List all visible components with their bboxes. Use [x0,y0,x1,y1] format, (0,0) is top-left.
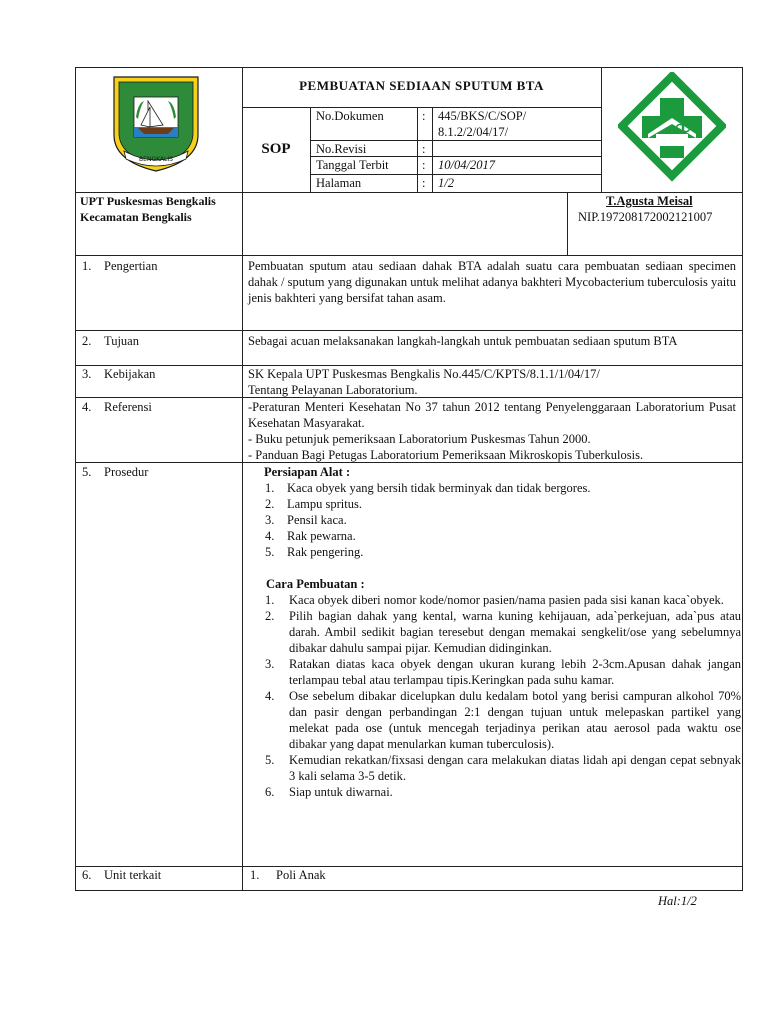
persiapan-alat-heading: Persiapan Alat : [264,465,351,479]
right-logo-divider [601,67,602,193]
label-column-divider [242,67,243,891]
list-item [265,688,741,752]
list-item-number: 2. [265,609,275,623]
section-text-pengertian: Pembuatan sputum atau sediaan dahak BTA adalah suatu cara pembuatan sediaan specimen dahak / sputum yang digunakan untuk melihat adanya bakhteri Mycobacterium tuberculosis yaitu jenis bakhteri yang bersifat tahan asam. [248,259,736,305]
list-item [265,512,741,528]
list-item-text: Siap untuk diwarnai. [289,785,393,799]
list-item-text: Kaca obyek yang bersih tidak berminyak dan tidak bergores. [287,481,591,495]
row-divider-1 [75,255,743,256]
section-number: 6. [82,868,92,882]
meta-value-no-dokumen: 445/BKS/C/SOP/ 8.1.2/2/04/17/ [438,109,527,139]
section-number: 5. [82,465,92,479]
meta-sep: : [422,109,426,123]
list-item-text: Kemudian rekatkan/fixsasi dengan cara melakukan diatas lidah api dengan cepat sebnyak 3 kali selama 3-5 detik. [289,753,741,783]
referensi-item: -Peraturan Menteri Kesehatan No 37 tahun 2012 tentang Penyelenggaraan Laboratorium Pusat Kesehatan Masyarakat. [248,400,736,430]
signer-nip: NIP.197208172002121007 [578,210,713,224]
unit-item-number: 1. [250,868,260,882]
section-label-prosedur: Prosedur [104,465,149,479]
meta-label-tanggal-terbit: Tanggal Terbit [316,158,389,172]
signer-name: T.Agusta Meisal [606,194,693,208]
section-number: 2. [82,334,92,348]
section-number: 3. [82,367,92,381]
list-item-text: Ose sebelum dibakar dicelupkan dulu kedalam botol yang berisi campuran alkohol 70% dan pasir dengan perbandingan 2:1 dengan tujuan untuk melepaskan partikel yang melekat pada ose (untuk mencegah terjadinya perikan atau aerosol pada waktu ose dibakar yang dapat menularkan kuman tuberculosis). [289,689,741,751]
list-item [265,752,741,784]
section-text-kebijakan-2: Tentang Pelayanan Laboratorium. [248,383,418,397]
list-item-text: Pilih bagian dahak yang kental, warna kuning kehijauan, ada`perkejuan, ada`pus atau darah. Ambil sedikit bagian teresebut dengan memakai sengkelit/ose yang sebelumnya dibakar dahulu sampai pijar. Kemudian didinginkan. [289,609,741,655]
meta-sep: : [422,176,426,190]
meta-sep: : [422,158,426,172]
list-item [265,656,741,688]
bengkalis-emblem-icon [108,73,204,175]
table-border-left [75,67,76,891]
section-number: 4. [82,400,92,414]
list-item [265,784,741,800]
list-item-number: 1. [265,593,275,607]
row-divider-2 [75,330,743,331]
list-item-text: Kaca obyek diberi nomor kode/nomor pasien/nama pasien pada sisi kanan kaca`obyek. [289,593,724,607]
page-number: Hal:1/2 [658,894,697,908]
section-number: 1. [82,259,92,273]
list-item-number: 1. [265,481,275,495]
list-item-number: 6. [265,785,275,799]
list-item [265,496,741,512]
section-text-kebijakan-1: SK Kepala UPT Puskesmas Bengkalis No.445/C/KPTS/8.1.1/1/04/17/ [248,367,600,381]
list-item-text: Rak pewarna. [287,529,356,543]
meta-label-no-dokumen: No.Dokumen [316,109,384,123]
emblem-ribbon-text: BENGKALIS [139,156,173,163]
meta-label-no-revisi: No.Revisi [316,142,367,156]
list-item-number: 3. [265,657,275,671]
list-item-text: Lampu spritus. [287,497,362,511]
list-item-number: 5. [265,753,275,767]
list-item-number: 5. [265,545,275,559]
org-name: UPT Puskesmas Bengkalis [80,194,216,208]
section-label-tujuan: Tujuan [104,334,139,348]
section-label-pengertian: Pengertian [104,259,158,273]
list-item-number: 3. [265,513,275,527]
list-item [265,544,741,560]
referensi-item: - Panduan Bagi Petugas Laboratorium Pemeriksaan Mikroskopis Tuberkulosis. [248,448,644,462]
document-title: PEMBUATAN SEDIAAN SPUTUM BTA [299,78,544,93]
list-item-number: 4. [265,529,275,543]
table-border-bottom [75,890,743,891]
cara-pembuatan-heading: Cara Pembuatan : [266,577,365,591]
list-item-text: Ratakan diatas kaca obyek dengan ukuran kurang lebih 2-3cm.Apusan dahak jangan terlampau tebal atau terlampau tipis.Keringkan pada suhu kamar. [289,657,741,687]
meta-sep: : [422,142,426,156]
section-label-kebijakan: Kebijakan [104,367,156,381]
list-item-number: 4. [265,689,275,703]
list-item [265,528,741,544]
meta-value-halaman: 1/2 [438,176,454,190]
unit-item-text: Poli Anak [276,868,326,882]
table-border-right [742,67,743,891]
puskesmas-logo-icon [618,72,726,184]
list-item-text: Rak pengering. [287,545,364,559]
sop-divider [310,107,311,193]
persiapan-alat-list [265,480,741,560]
meta-value-tanggal-terbit: 10/04/2017 [438,158,495,172]
list-item [265,592,741,608]
section-label-referensi: Referensi [104,400,152,414]
section-label-unit-terkait: Unit terkait [104,868,162,882]
meta-label-divider [417,107,418,193]
list-item [265,480,741,496]
referensi-item: - Buku petunjuk pemeriksaan Laboratorium Puskesmas Tahun 2000. [248,432,591,446]
list-item-text: Pensil kaca. [287,513,347,527]
signer-divider [567,192,568,256]
meta-sep-divider [432,107,433,193]
sop-label: SOP [261,141,291,157]
row-divider-6 [75,866,743,867]
org-district: Kecamatan Bengkalis [80,210,192,224]
list-item-number: 2. [265,497,275,511]
list-item [265,608,741,656]
cara-pembuatan-list [265,592,741,800]
section-text-tujuan: Sebagai acuan melaksanakan langkah-langkah untuk pembuatan sediaan sputum BTA [248,334,678,348]
meta-label-halaman: Halaman [316,176,362,190]
table-border-top [75,67,743,68]
